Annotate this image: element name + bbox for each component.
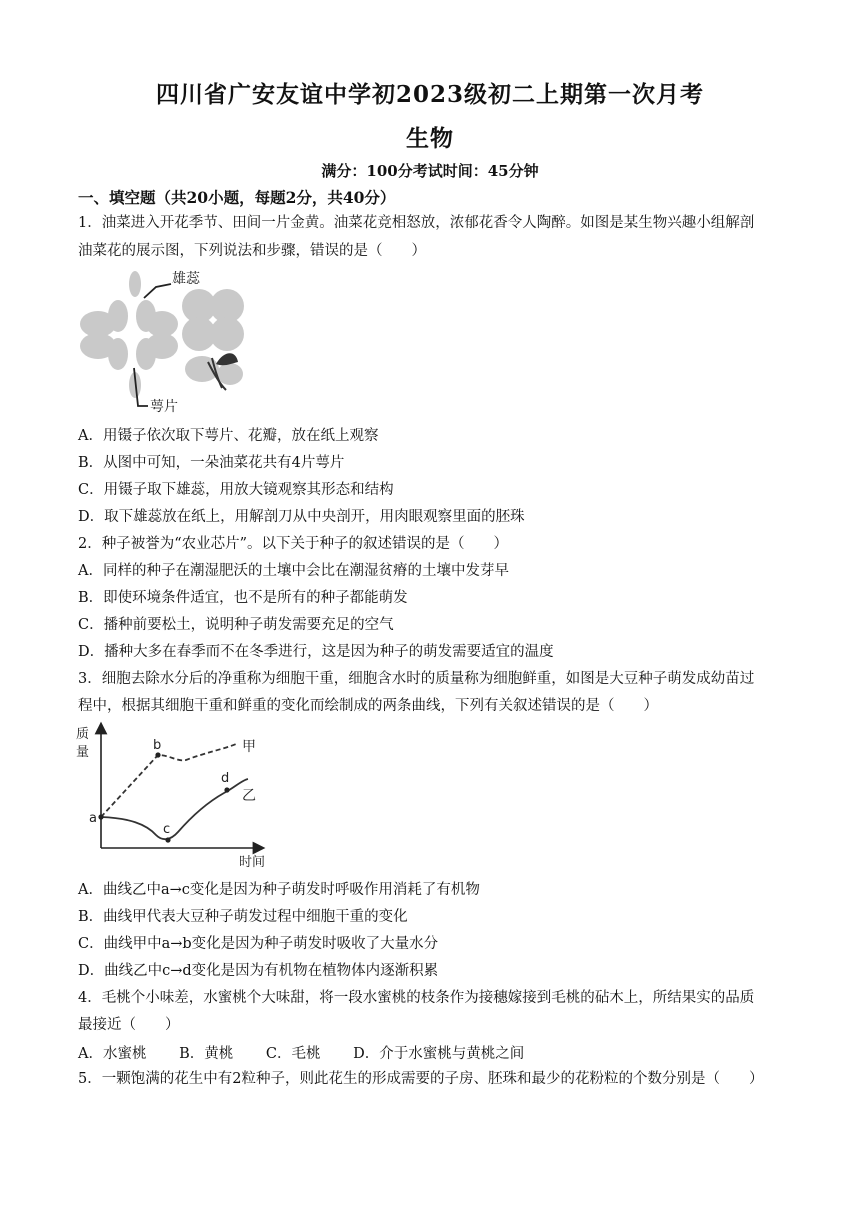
q2-option-d: D．播种大多在春季而不在冬季进行，这是因为种子的萌发需要适宜的温度	[78, 644, 554, 660]
q3-option-b: B．曲线甲代表大豆种子萌发过程中细胞干重的变化	[78, 909, 408, 925]
q3-stem-line1: 3．细胞去除水分后的净重称为细胞干重，细胞含水时的质量称为细胞鲜重，如图是大豆种子萌发成幼苗过	[78, 671, 755, 687]
point-c-label: c	[163, 822, 171, 837]
section-heading: 一、填空题（共20小题，每题2分，共40分）	[78, 188, 396, 207]
point-b	[155, 752, 160, 757]
y-label-char1: 质	[76, 727, 90, 742]
q3-option-a: A．曲线乙中a→c变化是因为种子萌发时呼吸作用消耗了有机物	[78, 882, 480, 898]
q2-stem: 2．种子被誉为“农业芯片”。以下关于种子的叙述错误的是（ ）	[78, 536, 509, 552]
q1-option-c: C．用镊子取下雄蕊，用放大镜观察其形态和结构	[78, 482, 394, 498]
q1-stem-line2: 油菜花的展示图，下列说法和步骤，错误的是（ ）	[78, 243, 426, 259]
point-d	[224, 787, 229, 792]
q4-stem-line1: 4．毛桃个小味差，水蜜桃个大味甜，将一段水蜜桃的枝条作为接穗嫁接到毛桃的砧木上，所结果实的品质	[78, 990, 755, 1006]
q1-stem-line1: 1．油菜进入开花季节、田间一片金黄。油菜花竞相怒放，浓郁花香令人陶醉。如图是某生物兴趣小组解剖	[78, 215, 755, 231]
fig-label-stamen: 雄蕊	[172, 271, 200, 287]
point-c	[165, 837, 170, 842]
q3-option-c: C．曲线甲中a→b变化是因为种子萌发时吸收了大量水分	[78, 936, 439, 952]
point-a-label: a	[89, 811, 97, 826]
y-label-char2: 量	[76, 745, 90, 760]
point-b-label: b	[153, 738, 162, 753]
q4-option-c: C．毛桃	[265, 1046, 321, 1062]
q4-option-b: B．黄桃	[179, 1046, 234, 1062]
q1-option-d: D．取下雄蕊放在纸上，用解剖刀从中央剖开，用肉眼观察里面的胚珠	[78, 509, 525, 525]
q3-option-d: D．曲线乙中c→d变化是因为有机物在植物体内逐渐积累	[78, 963, 439, 979]
q4-stem-line2: 最接近（ ）	[78, 1017, 180, 1033]
q1-option-a: A．用镊子依次取下萼片、花瓣，放在纸上观察	[78, 428, 379, 444]
exam-title: 四川省广安友谊中学初2023级初二上期第一次月考	[155, 81, 704, 108]
curve-yi-label: 乙	[242, 788, 256, 804]
q5-stem: 5．一颗饱满的花生中有2粒种子，则此花生的形成需要的子房、胚珠和最少的花粉粒的个数分别是（ ）	[78, 1071, 764, 1087]
x-axis-label: 时间	[239, 855, 266, 870]
q2-option-c: C．播种前要松土，说明种子萌发需要充足的空气	[78, 617, 394, 633]
q3-growth-graph	[74, 720, 274, 870]
curve-jia-label: 甲	[242, 739, 256, 755]
q2-option-a: A．同样的种子在潮湿肥沃的土壤中会比在潮湿贫瘠的土壤中发芽早	[78, 563, 509, 579]
exam-info: 满分：100分考试时间：45分钟	[321, 162, 539, 180]
curve-jia	[101, 744, 236, 817]
q1-flower-figure	[78, 266, 268, 418]
q3-stem-line2: 程中，根据其细胞干重和鲜重的变化而绘制成的两条曲线，下列有关叙述错误的是（ ）	[78, 698, 658, 714]
point-d-label: d	[221, 771, 230, 786]
fig-label-sepal: 萼片	[150, 399, 178, 415]
subject-title: 生物	[406, 125, 454, 152]
q2-option-b: B．即使环境条件适宜，也不是所有的种子都能萌发	[78, 590, 408, 606]
q4-options-row	[78, 1042, 552, 1063]
q1-option-b: B．从图中可知，一朵油菜花共有4片萼片	[78, 455, 345, 471]
q4-option-d: D．介于水蜜桃与黄桃之间	[353, 1046, 525, 1062]
point-a	[98, 814, 103, 819]
q4-option-a: A．水蜜桃	[78, 1046, 147, 1062]
